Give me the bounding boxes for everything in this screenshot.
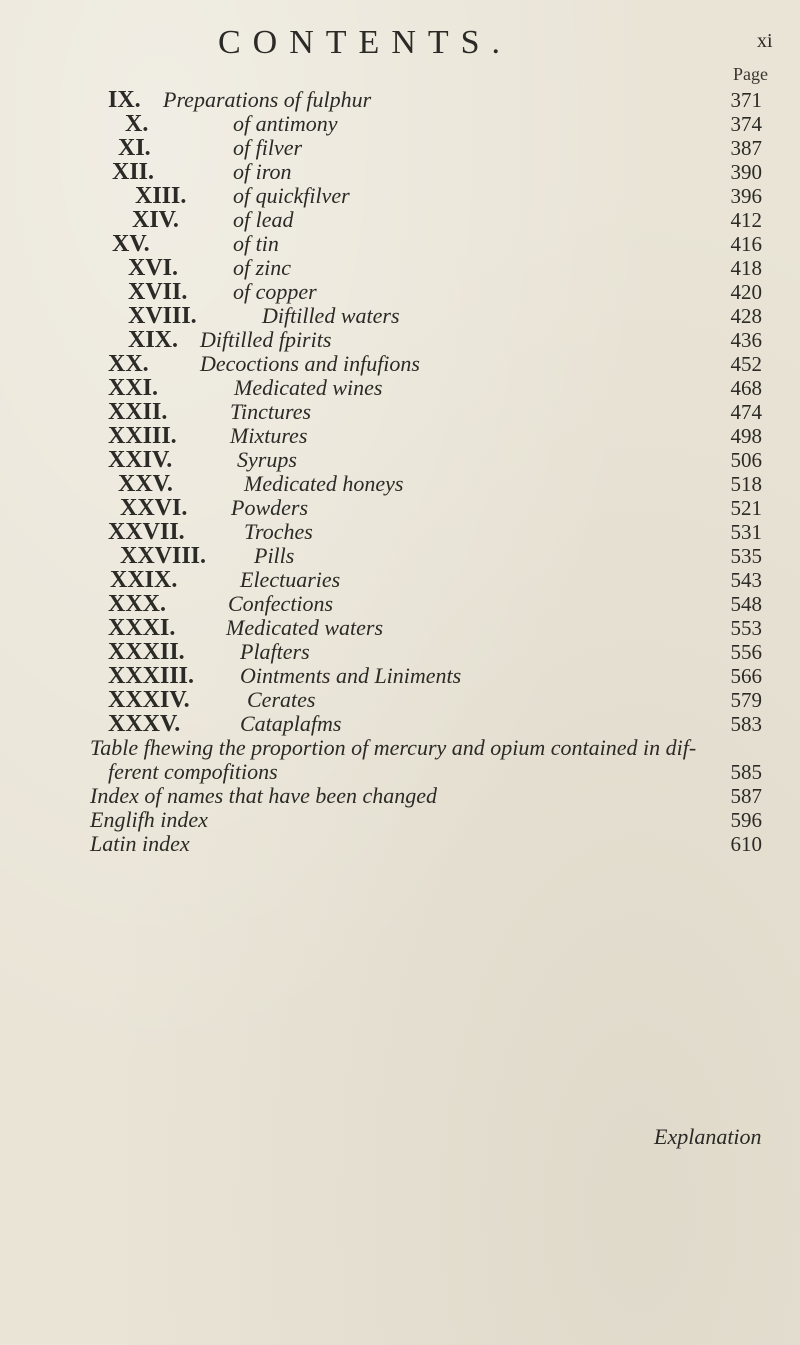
chapter-number: XXX. (108, 591, 166, 617)
page-number: 418 (730, 256, 762, 280)
page-number: 583 (730, 712, 762, 736)
chapter-number: XXV. (118, 471, 173, 497)
page-number: 566 (730, 664, 762, 688)
page-number: 428 (730, 304, 762, 328)
chapter-title: of tin (233, 231, 279, 256)
chapter-number: XXIII. (108, 423, 177, 449)
chapter-title: Decoctions and infufions (200, 351, 420, 376)
page-number: 596 (730, 808, 762, 832)
page-number: 535 (730, 544, 762, 568)
chapter-title: Medicated waters (226, 615, 384, 640)
toc-entry (0, 448, 800, 472)
chapter-title: Preparations of fulphur (163, 87, 372, 112)
toc-entry (0, 280, 800, 304)
toc-entry (0, 688, 800, 712)
chapter-title: Mixtures (230, 423, 308, 448)
chapter-number: XXI. (108, 375, 159, 401)
toc-entry (0, 496, 800, 520)
toc-entry (0, 832, 800, 856)
page-number: 531 (730, 520, 762, 544)
page-number: 556 (730, 640, 762, 664)
page-number: 452 (730, 352, 762, 376)
chapter-number: XXXI. (108, 615, 176, 641)
page-number: 521 (730, 496, 762, 520)
page-number: 498 (730, 424, 762, 448)
chapter-title: of filver (233, 135, 303, 160)
toc-entry (0, 736, 800, 760)
toc-entry (0, 208, 800, 232)
chapter-number: XVIII. (128, 303, 197, 329)
chapter-title: Medicated wines (234, 375, 383, 400)
chapter-number: XXIV. (108, 447, 173, 473)
chapter-number: XIV. (132, 207, 179, 233)
toc-entry (0, 184, 800, 208)
toc-entry (0, 328, 800, 352)
page-number: 548 (730, 592, 762, 616)
toc-entry (0, 136, 800, 160)
chapter-title: Index of names that have been changed (90, 783, 437, 808)
page-column-label: Page (733, 64, 768, 84)
chapter-title: Pills (254, 543, 295, 568)
chapter-number: XXII. (108, 399, 168, 425)
toc-entry (0, 88, 800, 112)
chapter-title: of antimony (233, 111, 338, 136)
chapter-number: XX. (108, 351, 149, 377)
chapter-title: Englifh index (90, 807, 208, 832)
toc-entry (0, 472, 800, 496)
chapter-number: XXVII. (108, 519, 185, 545)
chapter-number: XIII. (135, 183, 187, 209)
page-number: 553 (730, 616, 762, 640)
chapter-title: Diftilled waters (262, 303, 400, 328)
toc-entry (0, 232, 800, 256)
chapter-number: XXXIII. (108, 663, 195, 689)
chapter-title: of iron (233, 159, 292, 184)
page-number: 390 (730, 160, 762, 184)
chapter-title: Cataplafms (240, 711, 342, 736)
chapter-number: XI. (118, 135, 151, 161)
chapter-number: X. (125, 111, 149, 137)
chapter-number: XXIX. (110, 567, 178, 593)
toc-entry (0, 400, 800, 424)
chapter-title: Cerates (247, 687, 316, 712)
chapter-title: Ointments and Liniments (240, 663, 462, 688)
page-number: 543 (730, 568, 762, 592)
chapter-number: IX. (108, 87, 141, 113)
page-number: 396 (730, 184, 762, 208)
chapter-title: of lead (233, 207, 294, 232)
chapter-title: Diftilled fpirits (200, 327, 332, 352)
page-number: 436 (730, 328, 762, 352)
page-number: 420 (730, 280, 762, 304)
toc-entry (0, 568, 800, 592)
chapter-title: Electuaries (240, 567, 341, 592)
chapter-title: Confections (228, 591, 334, 616)
chapter-number: XIX. (128, 327, 179, 353)
page-number: 374 (730, 112, 762, 136)
chapter-number: XXXII. (108, 639, 185, 665)
running-header (0, 18, 800, 61)
toc-entry (0, 808, 800, 832)
chapter-title: of copper (233, 279, 317, 304)
toc-entry (0, 640, 800, 664)
chapter-number: XXXV. (108, 711, 181, 737)
toc-entry (0, 376, 800, 400)
page-number: 371 (730, 88, 762, 112)
page-number: 474 (730, 400, 762, 424)
toc-entry (0, 112, 800, 136)
page-number: 412 (730, 208, 762, 232)
chapter-title: Syrups (237, 447, 297, 472)
page-number: 468 (730, 376, 762, 400)
chapter-number: XVI. (128, 255, 179, 281)
chapter-title: ferent compofitions (108, 759, 278, 784)
page-number: 387 (730, 136, 762, 160)
chapter-number: XVII. (128, 279, 188, 305)
toc-entry (0, 544, 800, 568)
chapter-title: Medicated honeys (244, 471, 404, 496)
toc-entry (0, 352, 800, 376)
chapter-title: Powders (231, 495, 308, 520)
page-number: 518 (730, 472, 762, 496)
toc-entry (0, 256, 800, 280)
chapter-title: Latin index (90, 831, 190, 856)
chapter-title: Table fhewing the proportion of mercury and opium contained in dif- (90, 735, 697, 760)
chapter-number: XXVIII. (120, 543, 207, 569)
toc-entry (0, 160, 800, 184)
toc-entry (0, 592, 800, 616)
chapter-number: XXVI. (120, 495, 188, 521)
toc-entry (0, 760, 800, 784)
page-number: 506 (730, 448, 762, 472)
chapter-title: of zinc (233, 255, 292, 280)
page-number: 416 (730, 232, 762, 256)
toc-entry (0, 616, 800, 640)
page-number: 610 (730, 832, 762, 856)
chapter-title: Troches (244, 519, 313, 544)
chapter-title: of quickfilver (233, 183, 350, 208)
chapter-number: XXXIV. (108, 687, 190, 713)
toc-entry (0, 520, 800, 544)
toc-entry (0, 784, 800, 808)
header-title: CONTENTS. (218, 24, 513, 61)
toc-entry (0, 424, 800, 448)
folio-number: xi (757, 30, 773, 52)
toc-entry (0, 304, 800, 328)
chapter-title: Plafters (240, 639, 310, 664)
page-number: 585 (730, 760, 762, 784)
toc-entry (0, 712, 800, 736)
chapter-number: XII. (112, 159, 155, 185)
toc-entry (0, 664, 800, 688)
chapter-title: Tinctures (230, 399, 312, 424)
catchword: Explanation (654, 1124, 762, 1149)
page-number: 587 (730, 784, 762, 808)
chapter-number: XV. (112, 231, 150, 257)
page-number: 579 (730, 688, 762, 712)
